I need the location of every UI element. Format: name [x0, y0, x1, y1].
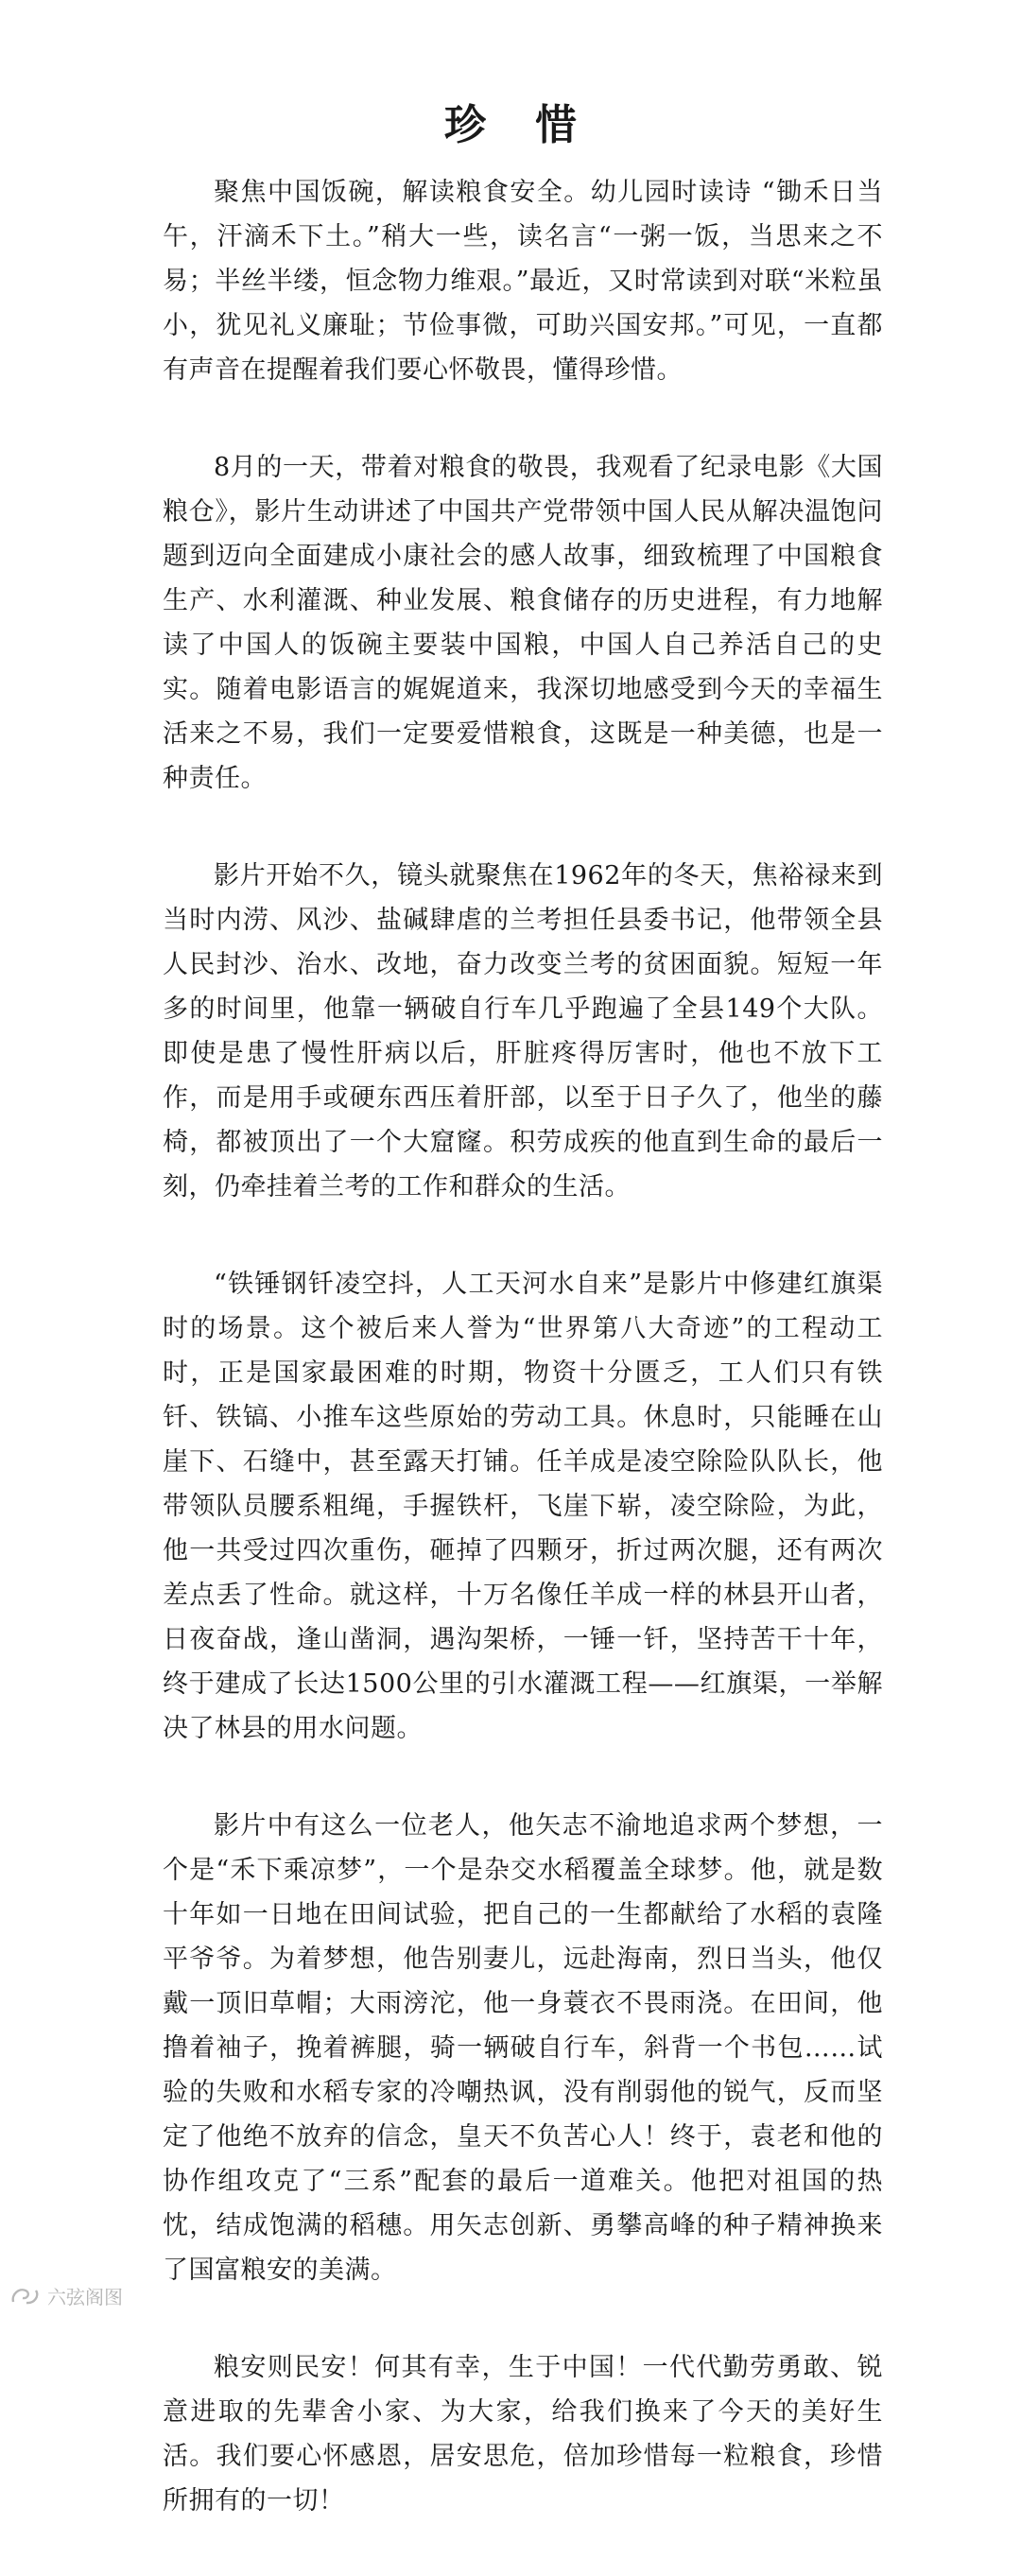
paragraph: 影片开始不久，镜头就聚焦在1962年的冬天，焦裕禄来到当时内涝、风沙、盐碱肆虐的兰考担任县委书记，他带领全县人民封沙、治水、改地，奋力改变兰考的贫困面貌。短短一年多的时间里，他靠一辆破自行车几乎跑遍了全县149个大队。即使是患了慢性肝病以后，肝脏疼得厉害时，他也不放下工作，而是用手或硬东西压着肝部，以至于日子久了，他坐的藤椅，都被顶出了一个大窟窿。积劳成疾的他直到生命的最后一刻，仍牵挂着兰考的工作和群众的生活。	[163, 861, 883, 1202]
watermark	[9, 2282, 123, 2309]
paragraph: “铁锤钢钎凌空抖，人工天河水自来”是影片中修建红旗渠时的场景。这个被后来人誉为“世界第八大奇迹”的工程动工时，正是国家最困难的时期，物资十分匮乏，工人们只有铁钎、铁镐、小推车这些原始的劳动工具。休息时，只能睡在山崖下、石缝中，甚至露天打铺。任羊成是凌空除险队队长，他带领队员腰系粗绳，手握铁杆，飞崖下崭，凌空除险，为此，他一共受过四次重伤，砸掉了四颗牙，折过两次腿，还有两次差点丢了性命。就这样，十万名像任羊成一样的林县开山者，日夜奋战，逢山凿洞，遇沟架桥，一锤一钎，坚持苦干十年，终于建成了长达1500公里的引水灌溉工程——红旗渠，一举解决了林县的用水问题。	[163, 1270, 883, 1743]
logo-swirl-icon	[9, 2285, 42, 2308]
paragraph: 8月的一天，带着对粮食的敬畏，我观看了纪录电影《大国粮仓》，影片生动讲述了中国共产党带领中国人民从解决温饱问题到迈向全面建成小康社会的感人故事，细致梳理了中国粮食生产、水利灌溉、种业发展、粮食储存的历史进程，有力地解读了中国人的饭碗主要装中国粮，中国人自己养活自己的史实。随着电影语言的娓娓道来，我深切地感受到今天的幸福生活来之不易，我们一定要爱惜粮食，这既是一种美德，也是一种责任。	[163, 453, 883, 793]
paragraph: 粮安则民安！何其有幸，生于中国！一代代勤劳勇敢、锐意进取的先辈舍小家、为大家，给我们换来了今天的美好生活。我们要心怀感恩，居安思危，倍加珍惜每一粒粮食，珍惜所拥有的一切！	[163, 2353, 883, 2515]
paragraph: 影片中有这么一位老人，他矢志不渝地追求两个梦想，一个是“禾下乘凉梦”，一个是杂交水稻覆盖全球梦。他，就是数十年如一日地在田间试验，把自己的一生都献给了水稻的袁隆平爷爷。为着梦想，他告别妻儿，远赴海南，烈日当头，他仅戴一顶旧草帽；大雨滂沱，他一身蓑衣不畏雨浇。在田间，他撸着袖子，挽着裤腿，骑一辆破自行车，斜背一个书包……试验的失败和水稻专家的冷嘲热讽，没有削弱他的锐气，反而坚定了他绝不放弃的信念，皇天不负苦心人！终于，袁老和他的协作组攻克了“三系”配套的最后一道难关。他把对祖国的热忱，结成饱满的稻穗。用矢志创新、勇攀高峰的种子精神换来了国富粮安的美满。	[163, 1811, 883, 2285]
paragraph: 聚焦中国饭碗，解读粮食安全。幼儿园时读诗 “锄禾日当午，汗滴禾下土。”稍大一些，读名言“一粥一饭，当思来之不易；半丝半缕，恒念物力维艰。”最近，又时常读到对联“米粒虽小，犹见礼义廉耻；节俭事微，可助兴国安邦。”可见，一直都有声音在提醒着我们要心怀敬畏，懂得珍惜。	[163, 178, 883, 385]
watermark-text: 六弦阁图	[47, 2286, 123, 2308]
page-title: 珍惜	[444, 101, 626, 149]
article-body	[163, 170, 883, 2576]
